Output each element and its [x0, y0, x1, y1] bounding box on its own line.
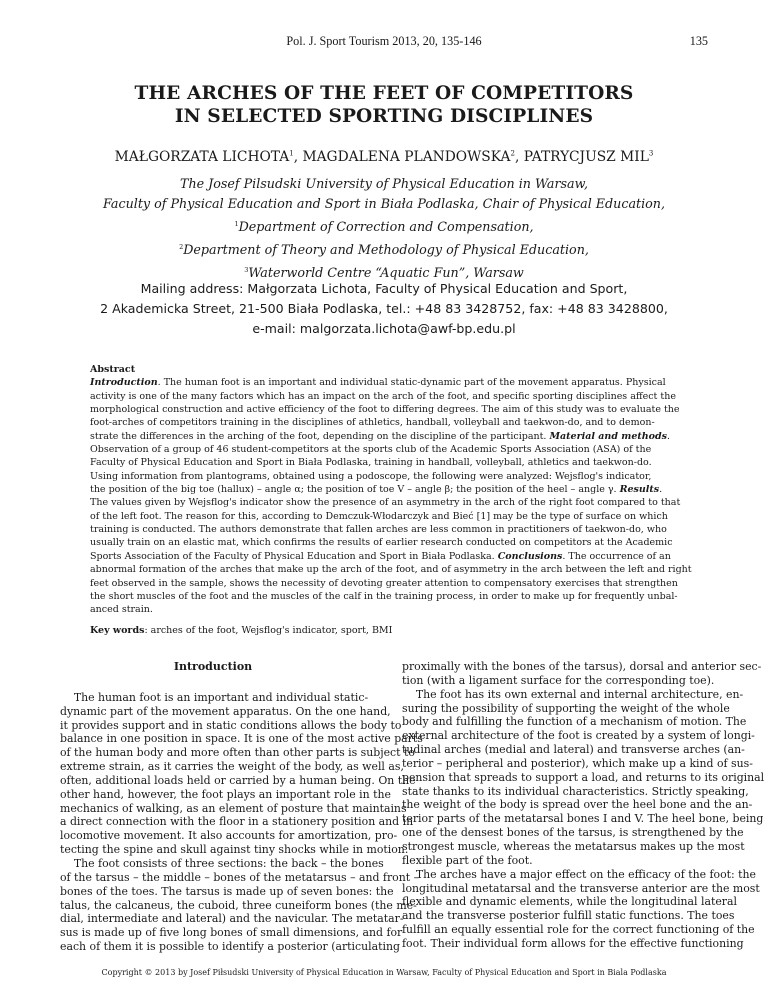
- body-text-line: The foot consists of three sections: the back – the bones: [60, 856, 384, 870]
- body-text-line: strongest muscle, whereas the metatarsus makes up the most: [402, 839, 745, 853]
- abstract-line: morphological construction and active efficiency of the foot to differing degrees. The aim of this study was to evaluate the: [90, 404, 680, 416]
- body-text-line: and the transverse posterior fulfill static functions. The toes: [402, 909, 735, 923]
- body-text-line: of the human body and more often than other parts is subject to: [60, 746, 415, 760]
- body-text-line: mechanics of walking, as an element of posture that maintains: [60, 801, 407, 815]
- body-text-line: a direct connection with the floor in a stationery position and in: [60, 815, 414, 829]
- abstract-line: of the left foot. The reason for this, according to Demczuk-Włodarczyk and Bieć [1] may be the type of surface on which: [90, 510, 668, 522]
- abstract-line: Sports Association of the Faculty of Physical Education and Sport in Biała Podlaska. Conclusions. The occurrence of an: [90, 550, 671, 562]
- affiliation-2-marker: 2: [179, 243, 184, 252]
- abstract-line: Introduction. The human foot is an important and individual static-dynamic part of the movement apparatus. Physical: [90, 377, 666, 389]
- keywords: [90, 625, 682, 636]
- right-column-body: [402, 660, 765, 951]
- body-text-line: external architecture of the foot is created by a system of longi-: [402, 729, 755, 743]
- affiliation-2: [0, 237, 768, 260]
- body-text-line: state thanks to its individual characteristics. Strictly speaking,: [402, 784, 749, 798]
- left-column-body: [60, 690, 423, 954]
- body-text-line: talus, the calcaneus, the cuboid, three cuneiform bones (the me-: [60, 898, 417, 912]
- body-text-line: often, additional loads held or carried by a human being. On the: [60, 773, 416, 787]
- affiliations: [0, 174, 768, 284]
- running-header: [0, 34, 768, 52]
- article-title: [0, 82, 768, 128]
- affiliation-1-marker: 1: [234, 220, 239, 228]
- abstract-line: usually train on an elastic mat, which confirms the results of earlier research conducted on competitors at the Academic: [90, 537, 673, 549]
- body-text-line: pension that spreads to support a load, and returns to its original: [402, 770, 765, 784]
- body-text-line: The arches have a major effect on the efficacy of the foot: the: [402, 867, 756, 881]
- mailing-address: [0, 279, 768, 339]
- body-text-line: fulfill an equally essential role for the correct functioning of the: [402, 923, 755, 937]
- copyright-footer: Copyright © 2013 by Josef Piłsudski University of Physical Education in Warsaw, Faculty of Physical Education and Sport in Biala Podlaska: [101, 968, 667, 977]
- affiliation-1: [0, 214, 768, 237]
- body-text-line: it provides support and in static conditions allows the body to: [60, 718, 402, 732]
- author-1-affil-marker: 1: [289, 149, 294, 158]
- author-2-affil-marker: 2: [510, 149, 515, 158]
- mailing-line-1: Mailing address: Małgorzata Lichota, Faculty of Physical Education and Sport,: [140, 281, 628, 296]
- keywords-label: Key words: [90, 625, 145, 636]
- body-text-line: suring the possibility of supporting the weight of the whole: [402, 701, 730, 715]
- abstract-line: activity is one of the many factors which has an impact on the arch of the foot, and specific sporting disciplines affect the: [90, 390, 676, 402]
- author-list: MAŁGORZATA LICHOTA$^1$, MAGDALENA PLANDOWSKA$^2$, PATRYCJUSZ MIL$^3$: [114, 149, 654, 165]
- body-text-line: each of them it is possible to identify a posterior (articulating: [60, 940, 400, 954]
- mailing-line-2: 2 Akademicka Street, 21-500 Biała Podlaska, tel.: +48 83 3428752, fax: +48 83 3428800,: [100, 301, 668, 316]
- abstract-line: anced strain.: [90, 604, 153, 616]
- abstract-line: The values given by Wejsflog's indicator show the presence of an asymmetry in the arch of the right foot compared to that: [90, 497, 681, 509]
- body-text-line: terior parts of the metatarsal bones I and V. The heel bone, being: [402, 812, 764, 826]
- affiliation-3-text: Waterworld Centre “Aquatic Fun”, Warsaw: [248, 265, 524, 281]
- abstract-line: Observation of a group of 46 student-competitors at the sports club of the Academic Sports Association (ASA) of the: [90, 444, 652, 456]
- body-text-line: tecting the spine and skull against tiny shocks while in motion.: [60, 843, 409, 857]
- affiliation-university: The Josef Pilsudski University of Physical Education in Warsaw,: [179, 176, 588, 191]
- body-text-line: the weight of the body is spread over the heel bone and the an-: [402, 798, 753, 812]
- abstract-line: abnormal formation of the arches that make up the arch of the foot, and of asymmetry in the arch between the left and right: [90, 564, 692, 576]
- right-column: [402, 660, 765, 951]
- abstract-line: feet observed in the sample, shows the necessity of devoting greater attention to compensatory exercises that strengthen: [90, 577, 678, 589]
- body-text-line: sus is made up of five long bones of small dimensions, and for: [60, 926, 403, 940]
- affiliation-faculty: Faculty of Physical Education and Sport in Biała Podlaska, Chair of Physical Education,: [102, 196, 666, 211]
- body-text-line: tudinal arches (medial and lateral) and transverse arches (an-: [402, 743, 745, 757]
- author-1: MAŁGORZATA LICHOTA: [114, 149, 290, 165]
- journal-citation: Pol. J. Sport Tourism 2013, 20, 135-146: [286, 34, 482, 48]
- body-text-line: dial, intermediate and lateral) and the navicular. The metatar-: [60, 912, 404, 926]
- keywords-text: : arches of the foot, Wejsflog's indicator, sport, BMI: [144, 625, 393, 636]
- body-text-line: terior – peripheral and posterior), which make up a kind of sus-: [402, 756, 753, 770]
- abstract: [90, 363, 692, 617]
- affiliation-2-text: Department of Theory and Methodology of Physical Education,: [183, 242, 589, 258]
- affiliation-3-marker: 3: [244, 266, 249, 275]
- page-number: 135: [689, 34, 708, 48]
- body-text-line: foot. Their individual form allows for the effective functioning: [402, 936, 744, 950]
- body-text-line: tion (with a ligament surface for the corresponding toe).: [402, 673, 715, 687]
- abstract-line: training is conducted. The authors demonstrate that fallen arches are less common in practitioners of taekwon-do, who: [90, 524, 667, 536]
- abstract-line: strate the differences in the arching of the foot, depending on the discipline of the participant. Material and methods.: [90, 430, 671, 442]
- body-text-line: flexible part of the foot.: [402, 853, 533, 867]
- author-3-affil-marker: 3: [648, 149, 654, 158]
- abstract-line: foot-arches of competitors training in the disciplines of athletics, handball, volleyball and taekwon-do, and to demon-: [90, 417, 655, 429]
- left-column: [60, 660, 423, 954]
- body-text-line: The human foot is an important and individual static-: [60, 690, 369, 704]
- abstract-line: Faculty of Physical Education and Sport in Biała Podlaska, training in handball, volleyball, athletics and taekwon-do.: [90, 457, 652, 469]
- body-text-line: The foot has its own external and internal architecture, en-: [402, 687, 744, 701]
- abstract-heading: Abstract: [90, 364, 136, 375]
- body-text-line: extreme strain, as it carries the weight of the body, as well as,: [60, 760, 404, 774]
- abstract-body: [90, 376, 692, 616]
- body-text-line: bones of the toes. The tarsus is made up of seven bones: the: [60, 884, 394, 898]
- body-text-line: of the tarsus – the middle – bones of the metatarsus – and front –: [60, 870, 420, 884]
- abstract-line: the position of the big toe (hallux) – angle α; the position of toe V – angle β; the position of the heel – angle γ. Results.: [90, 484, 663, 496]
- abstract-line: the short muscles of the foot and the muscles of the calf in the training process, in order to make up for frequently unbal-: [90, 590, 678, 602]
- affiliation-1-text: Department of Correction and Compensation,: [238, 219, 534, 235]
- author-2: MAGDALENA PLANDOWSKA: [302, 149, 511, 165]
- body-text-line: one of the densest bones of the tarsus, is strengthened by the: [402, 826, 744, 840]
- mailing-email: e-mail: malgorzata.lichota@awf-bp.edu.pl: [252, 321, 516, 336]
- body-text-line: body and fulfilling the function of a mechanism of motion. The: [402, 715, 747, 729]
- body-text-line: other hand, however, the foot plays an important role in the: [60, 787, 391, 801]
- body-text-line: flexible and dynamic elements, while the longitudinal lateral: [402, 895, 737, 909]
- title-line-1: THE ARCHES OF THE FEET OF COMPETITORS: [134, 83, 634, 104]
- body-text-line: proximally with the bones of the tarsus), dorsal and anterior sec-: [402, 660, 762, 673]
- title-line-2: IN SELECTED SPORTING DISCIPLINES: [174, 106, 594, 127]
- body-text-line: dynamic part of the movement apparatus. On the one hand,: [60, 704, 391, 718]
- section-heading-introduction: Introduction: [173, 660, 253, 673]
- body-text-line: longitudinal metatarsal and the transverse anterior are the most: [402, 881, 760, 895]
- abstract-line: Using information from plantograms, obtained using a podoscope, the following were analyzed: Wejsflog's indicator,: [90, 470, 652, 482]
- author-3: PATRYCJUSZ MIL: [523, 149, 649, 165]
- body-text-line: balance in one position in space. It is one of the most active parts: [60, 732, 423, 746]
- body-text-line: locomotive movement. It also accounts for amortization, pro-: [60, 829, 398, 843]
